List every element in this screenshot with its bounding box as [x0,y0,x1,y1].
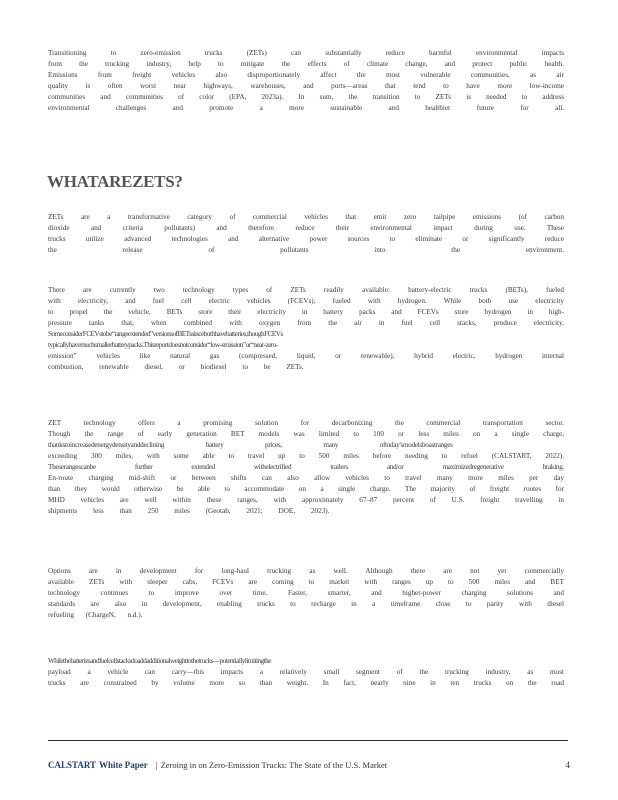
text-line: refueling (ChargeN, n.d.). [48,611,143,619]
text-line: to propel the vehicle, BETs store their electricity in battery packs and FCEVs store hydrogen in high- [48,308,564,316]
text-line: SomeconsiderFCEVstobe“rangeextended”versionsofBETssincebothhavebatteries,thoughFCEVs [48,330,283,338]
text-line: the release of pollutants into the environment. [48,246,564,254]
text-line: with electricity, and fuel cell electric vehicles (FCEVs), fueled with hydrogen. While both use electricity [48,297,564,305]
text-line: than they would otherwise be able to accommodate on a single charge. The majority of freight routes for [48,485,564,493]
footer-divider [48,740,568,741]
options-paragraph [48,566,564,621]
text-line: Whilethebatteriesandfuelcellstacksdoaddadditionalweighttothetrucks—potentiallylimitingthe [48,657,271,665]
text-line: standards are also in development, enabling trucks to recharge in a timeframe close to parity with diesel [48,600,564,608]
page-number: 4 [565,760,570,770]
text-line: environmental challenges and promote a more sustainable and healthier future for all. [48,104,564,112]
text-line: emission” vehicles like natural gas (compressed, liquid, or renewable), hybrid electric, hydrogen internal [48,352,564,360]
text-line: dioxide and criteria pollutants) and therefore reduce their environmental impact during use. These [48,224,564,232]
what-paragraph [48,212,564,256]
page-footer [48,758,570,772]
text-line: Theserangescanbe further extended withelectrified trailers and/or maximizedregenerative braking. [48,463,564,471]
text-line: Emissions from freight vehicles also disproportionately affect the most vulnerable communities, as air [48,71,564,79]
text-line: ZET technology offers a promising solution for decarbonizing the commercial transportation sector. [48,419,564,427]
footer-separator: | [155,760,158,770]
footer-brand: CALSTART [48,760,97,770]
text-line: Transitioning to zero-emission trucks (ZETs) can substantially reduce harmful environmental impacts [48,49,564,57]
text-line: payload a vehicle can carry—this impacts a relatively small segment of the trucking industry, as most [48,668,564,676]
text-line: available ZETs with sleeper cabs, FCEVs are coming to market with ranges up to 500 miles and BET [48,578,564,586]
text-line: trucks utilize advanced technologies and alternative power sources to eliminate or significantly reduce [48,235,564,243]
footer-doc-type: White Paper [99,760,148,770]
text-line: En-route charging mid-shift or between shifts can also allow vehicles to travel many more miles per day [48,474,564,482]
text-line: communities and communities of color (EPA, 2023a). In sum, the transition to ZETs is needed to address [48,93,564,101]
section-heading: WHATAREZETS? [47,172,183,191]
text-line: MHD vehicles are well within these ranges, with approximately 67–87 percent of U.S. freight travelling in [48,496,564,504]
text-line: typicallyhavemuchsmallerbatterypacks.Thisreportdoesnotconsider“low-emission”or“near-zero- [48,341,278,349]
text-line: pressure tanks that, when combined with oxygen from the air in fuel cell stacks, produce electricity. [48,319,564,327]
text-line: exceeding 300 miles, with some able to travel up to 500 miles before needing to refuel (CALSTART, 2022). [48,452,564,460]
text-line: There are currently two technology types of ZETs readily available: battery-electric trucks (BETs), fueled [48,286,564,294]
text-line: thankstoincreasedenergydensityanddeclining battery prices, many oftoday'smodelsboastranges [48,441,453,449]
footer-doc-title: Zeroing in on Zero-Emission Trucks: The State of the U.S. Market [160,760,388,770]
text-line: combustion, renewable diesel, or biodiesel to be ZETs. [48,363,304,371]
text-line: ZETs are a transformative category of commercial vehicles that emit zero tailpipe emissions (of carbon [48,213,564,221]
intro-paragraph [48,48,564,114]
text-line: from the trucking industry, help to mitigate the effects of climate change, and protect public health. [48,60,564,68]
text-line: technology continues to improve over time. Faster, smarter, and higher-power charging solutions and [48,589,564,597]
text-line: Though the range of early generation BET models was limited to 100 or less miles on a single charge, [48,430,564,438]
text-line: trucks are constrained by volume more so than weight. In fact, nearly nine in ten trucks on the road [48,679,564,687]
range-paragraph [48,418,564,517]
weight-paragraph [48,656,564,689]
text-line: quality is often worst near highways, warehouses, and ports—areas that tend to have more low-income [48,82,564,90]
text-line: Options are in development for long-haul trucking as well. Although there are not yet commercially [48,567,564,575]
types-paragraph [48,285,564,373]
text-line: shipments less than 250 miles (Geotab, 2021; DOE, 2023). [48,507,330,515]
